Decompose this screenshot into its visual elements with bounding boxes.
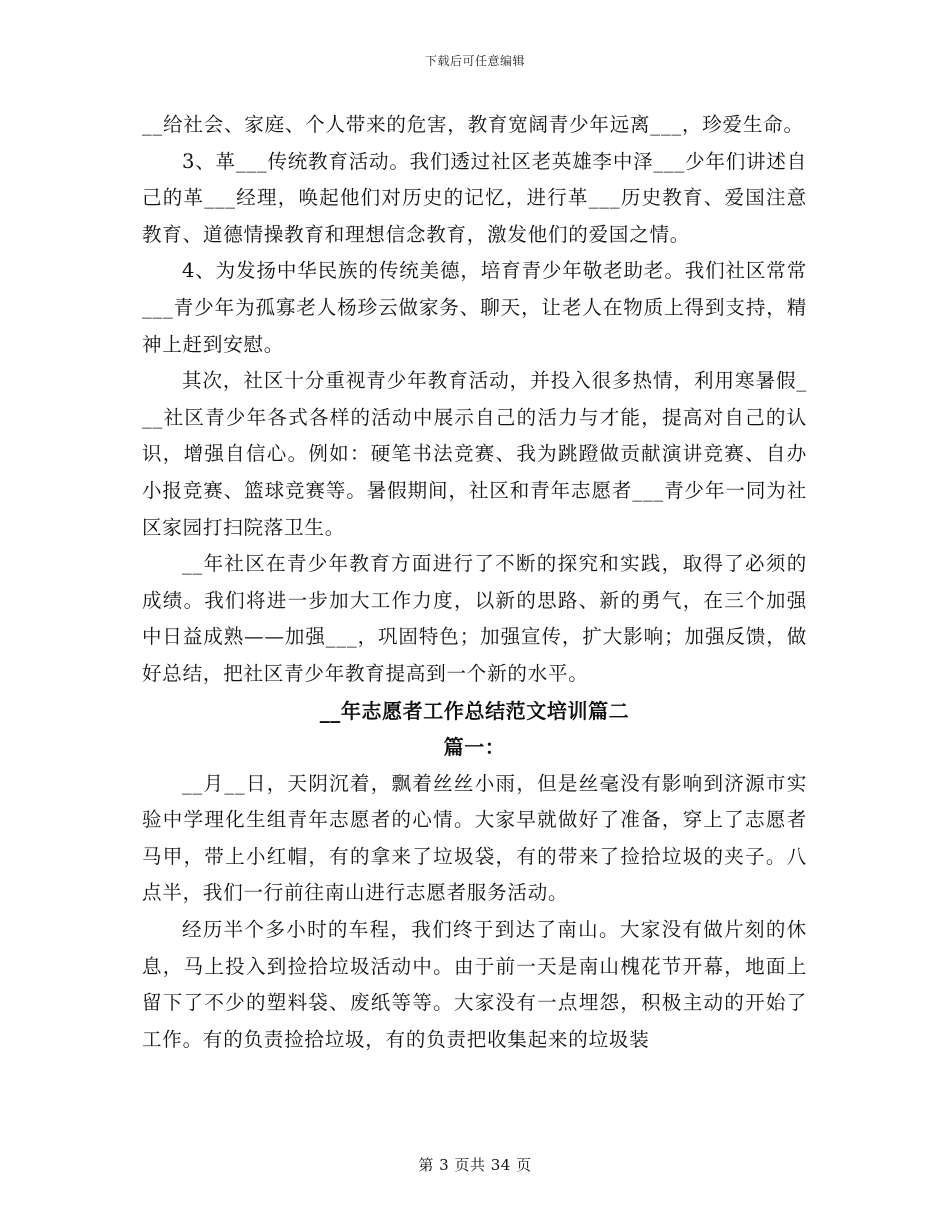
page-number: 第 3 页共 34 页 xyxy=(418,1156,532,1174)
paragraph: 经历半个多小时的车程，我们终于到达了南山。大家没有做片刻的休息，马上投入到捡拾垃圾活动中。由于前一天是南山槐花节开幕，地面上留下了不少的塑料袋、废纸等等。大家没有一点埋怨，积极主动的开始了工作。有的负责捡拾垃圾，有的负责把收集起来的垃圾装 xyxy=(142,918,807,1051)
paragraph: __月__日，天阴沉着，飘着丝丝小雨，但是丝毫没有影响到济源市实验中学理化生组青年志愿者的心情。大家早就做好了准备，穿上了志愿者马甲，带上小红帽，有的拿来了垃圾袋，有的带来了捡拾垃圾的夹子。八点半，我们一行前往南山进行志愿者服务活动。 xyxy=(142,771,807,905)
paragraph: 其次，社区十分重视青少年教育活动，并投入很多热情，利用寒暑假___社区青少年各式各样的活动中展示自己的活力与才能，提高对自己的认识，增强自信心。例如：硬笔书法竞赛、我为跳蹬做贡献演讲竞赛、自办小报竞赛、篮球竞赛等。暑假期间，社区和青年志愿者___青少年一同为社区家园打扫院落卫生。 xyxy=(142,369,807,539)
paragraph: __给社会、家庭、个人带来的危害，教育宽阔青少年远离___，珍爱生命。 xyxy=(142,113,804,136)
paragraph: 3、革___传统教育活动。我们透过社区老英雄李中泽___少年们讲述自己的革___经理，唤起他们对历史的记忆，进行革___历史教育、爱国注意教育、道德情操教育和理想信念教育，激发他们的爱国之情。 xyxy=(142,149,807,246)
paragraph: __年社区在青少年教育方面进行了不断的探究和实践，取得了必须的成绩。我们将进一步加大工作力度，以新的思路、新的勇气，在三个加强中日益成熟——加强___，巩固特色；加强宣传，扩大影响；加强反馈，做好总结，把社区青少年教育提高到一个新的水平。 xyxy=(142,552,807,685)
subsection-title: 篇一： xyxy=(443,735,506,760)
section-title: __年志愿者工作总结范文培训篇二 xyxy=(319,698,630,723)
paragraph: 4、为发扬中华民族的传统美德，培育青少年敬老助老。我们社区常常___青少年为孤寡老人杨珍云做家务、聊天，让老人在物质上得到支持，精神上赶到安慰。 xyxy=(142,259,807,356)
page-header: 下载后可任意编辑 xyxy=(424,54,525,68)
document-body xyxy=(142,107,807,1058)
